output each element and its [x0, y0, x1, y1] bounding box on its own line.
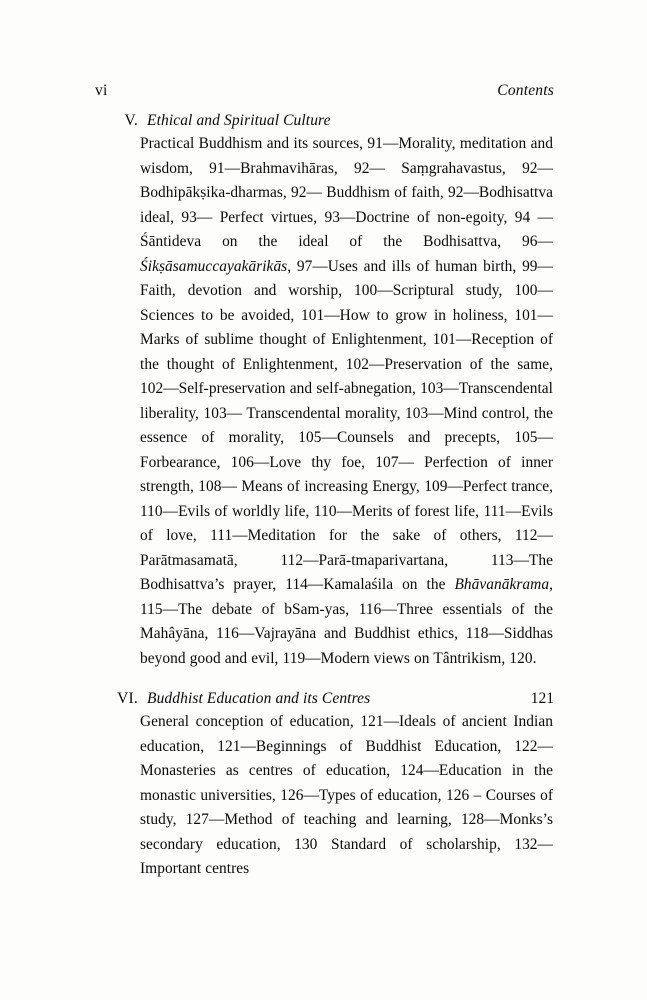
table-of-contents [95, 112, 554, 882]
chapter-numeral: V. [124, 112, 138, 129]
toc-entry-heading[interactable] [95, 690, 554, 708]
toc-entry [95, 112, 554, 671]
toc-entry-summary: Practical Buddhism and its sources, 91—Morality, meditation and wisdom, 91—Brahmavihāras, 92— Saṃgrahavastus, 92—Bodhipākṣika-dharmas, 92— Buddhism of faith, 92—Bodhisattva ideal, 93— Perfect virtues, 93—Doctrine of non-egoity, 94 —Śāntideva on the ideal of the Bodhisattva, 96— Śikṣāsamuccayakārikās, 97—Uses and ills of human birth, 99—Faith, devotion and worship, 100—Scriptural study, 100—Sciences to be avoided, 101—How to grow in holiness, 101—Marks of sublime thought of Enlightenment, 101—Reception of the thought of Enlightenment, 102—Preservation of the same, 102—Self-preservation and self-abnegation, 103—Transcendental liberality, 103— Transcendental morality, 103—Mind control, the essence of morality, 105—Counsels and precepts, 105—Forbearance, 106—Love thy foe, 107— Perfection of inner strength, 108— Means of increasing Energy, 109—Perfect trance, 110—Evils of worldly life, 110—Merits of forest life, 111—Evils of love, 111—Meditation for the sake of others, 112—Parātmasamatā, 112—Parā-tmaparivartana, 113—The Bodhisattva’s prayer, 114—Kamalaśila on the Bhāvanākrama, 115—The debate of bSam-yas, 116—Three essentials of the Mahâyāna, 116—Vajrayāna and Buddhist ethics, 118—Siddhas beyond good and evil, 119—Modern views on Tântrikism, 120. [140, 135, 553, 667]
toc-entry [95, 690, 554, 882]
chapter-page-number: 121 [530, 690, 554, 707]
chapter-title: Buddhist Education and its Centres [147, 690, 371, 707]
toc-entry-heading[interactable] [95, 112, 554, 130]
running-head-title: Contents [497, 82, 554, 99]
chapter-title: Ethical and Spiritual Culture [147, 112, 331, 129]
running-head [95, 82, 554, 100]
folio-number: vi [95, 82, 108, 99]
toc-entry-summary: General conception of education, 121—Ideals of ancient Indian education, 121—Beginnings of Buddhist Education, 122—Monasteries as centres of education, 124—Education in the monastic universities, 126—Types of education, 126 – Courses of study, 127—Method of teaching and learning, 128—Monks’s secondary education, 130 Standard of scholarship, 132—Important centres [140, 713, 553, 877]
chapter-numeral: VI. [117, 690, 138, 707]
